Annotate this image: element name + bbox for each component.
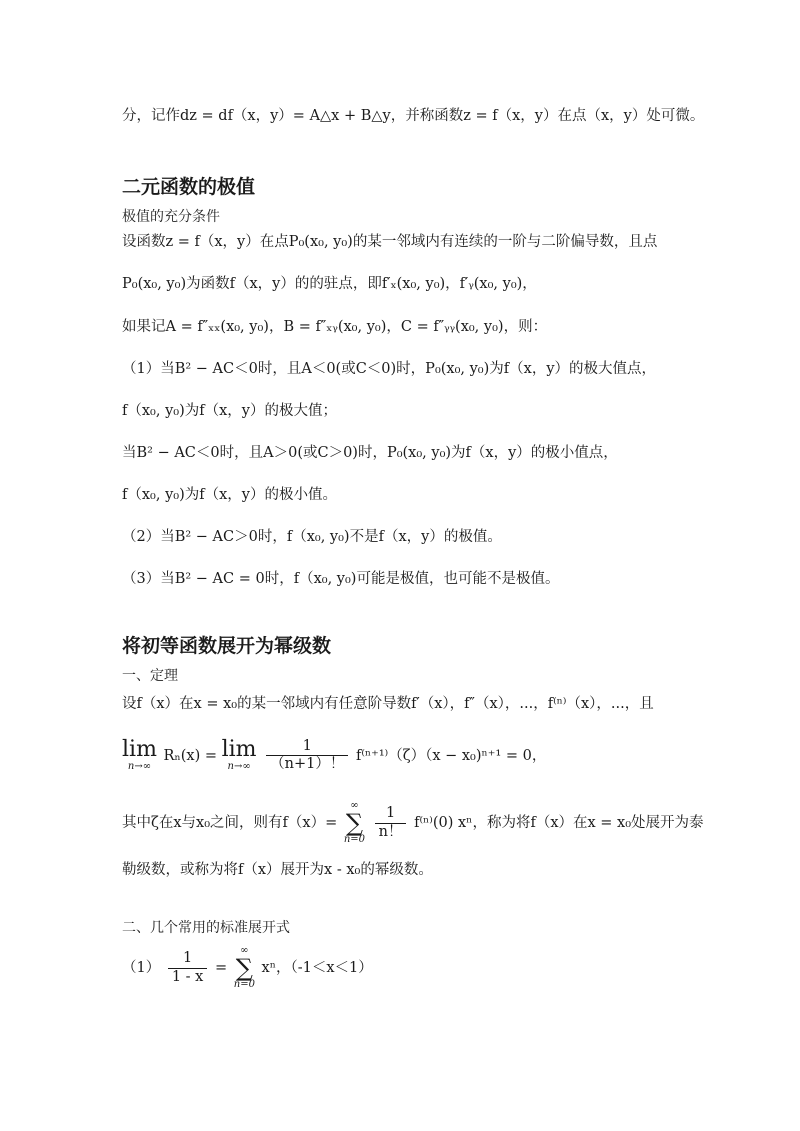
- fraction-denominator: n！: [378, 823, 403, 840]
- text-line: 勒级数，或称为将f（x）展开为x - x₀的幂级数。: [122, 862, 433, 878]
- sum-lower: n=0: [233, 979, 255, 990]
- text-line-top: 分，记作dz = df（x，y）= A△x + B△y，并称函数z = f（x，y）在点（x，y）处可微。: [122, 108, 705, 124]
- text-line: （3）当B² − AC = 0时，f（x₀, y₀)可能是极值，也可能不是极值。: [122, 571, 560, 587]
- limit-subscript: n→∞: [127, 760, 152, 772]
- text-line: （1）当B² − AC＜0时，且A＜0(或C＜0)时，P₀(x₀, y₀)为f（x，y）的极大值点，: [122, 361, 657, 377]
- text-line: 设函数z = f（x，y）在点P₀(x₀, y₀)的某一邻域内有连续的一阶与二阶偏导数，且点: [122, 234, 658, 250]
- fraction-numerator: 1: [266, 738, 348, 756]
- limit-rhs: f⁽ⁿ⁺¹⁾（ζ）（x − x₀)ⁿ⁺¹ = 0，: [355, 747, 547, 764]
- sum-lower: n=0: [343, 834, 366, 845]
- subsection-title-theorem: 一、定理: [122, 668, 178, 684]
- limit-operator: [221, 736, 257, 773]
- sum-upper: ∞: [240, 945, 249, 956]
- limit-formula: [122, 738, 546, 774]
- section-title-power-series: 将初等函数展开为幂级数: [122, 635, 332, 657]
- limit-operator: [122, 736, 157, 773]
- fraction-numerator: 1: [168, 950, 208, 968]
- subsection-title-standard-expansions: 二、几个常用的标准展开式: [122, 920, 290, 936]
- limit-lhs: Rₙ(x) =: [163, 747, 217, 764]
- taylor-prefix: 其中ζ在x与x₀之间，则有f（x）=: [122, 815, 338, 831]
- limit-subscript: n→∞: [227, 760, 251, 772]
- sum-symbol: ∑: [345, 809, 363, 837]
- expansion-term: xⁿ，（-1＜x＜1）: [261, 960, 373, 976]
- fraction: [266, 738, 348, 774]
- formula-label: （1）: [122, 960, 161, 976]
- limit-word: lim: [221, 736, 257, 762]
- subsection-title-sufficient-condition: 极值的充分条件: [122, 209, 220, 225]
- equals-sign: =: [214, 960, 228, 976]
- text-line: 设f（x）在x = x₀的某一邻域内有任意阶导数f′（x），f″（x），...，f⁽ⁿ⁾（x），...，且: [122, 696, 654, 712]
- taylor-formula-line: [122, 801, 704, 845]
- fraction-denominator: 1 - x: [171, 968, 204, 985]
- text-line: 如果记A = f″ₓₓ(x₀, y₀)，B = f″ₓᵧ(x₀, y₀)，C = f″ᵧᵧ(x₀, y₀)，则：: [122, 319, 548, 335]
- expansion-formula-1: [122, 946, 373, 990]
- summation: [344, 801, 365, 845]
- fraction: [375, 805, 407, 841]
- text-line: f（x₀, y₀)为f（x，y）的极大值；: [122, 403, 337, 419]
- text-line: f（x₀, y₀)为f（x，y）的极小值。: [122, 487, 337, 503]
- fraction-denominator: （n+1）！: [270, 756, 345, 773]
- taylor-suffix: f⁽ⁿ⁾(0) xⁿ，称为将f（x）在x = x₀处展开为泰: [414, 815, 704, 831]
- fraction: [168, 950, 208, 986]
- sum-upper: ∞: [350, 800, 359, 811]
- summation: [234, 946, 255, 990]
- text-line: P₀(x₀, y₀)为函数f（x，y）的的驻点，即f′ₓ(x₀, y₀)，f′ᵧ(x₀, y₀)，: [122, 276, 537, 292]
- limit-word: lim: [122, 736, 157, 762]
- fraction-numerator: 1: [375, 805, 407, 823]
- section-title-extrema: 二元函数的极值: [122, 176, 256, 198]
- sum-symbol: ∑: [235, 954, 253, 982]
- text-line: （2）当B² − AC＞0时，f（x₀, y₀)不是f（x，y）的极值。: [122, 529, 502, 545]
- text-line: 当B² − AC＜0时，且A＞0(或C＞0)时，P₀(x₀, y₀)为f（x，y）的极小值点，: [122, 445, 618, 461]
